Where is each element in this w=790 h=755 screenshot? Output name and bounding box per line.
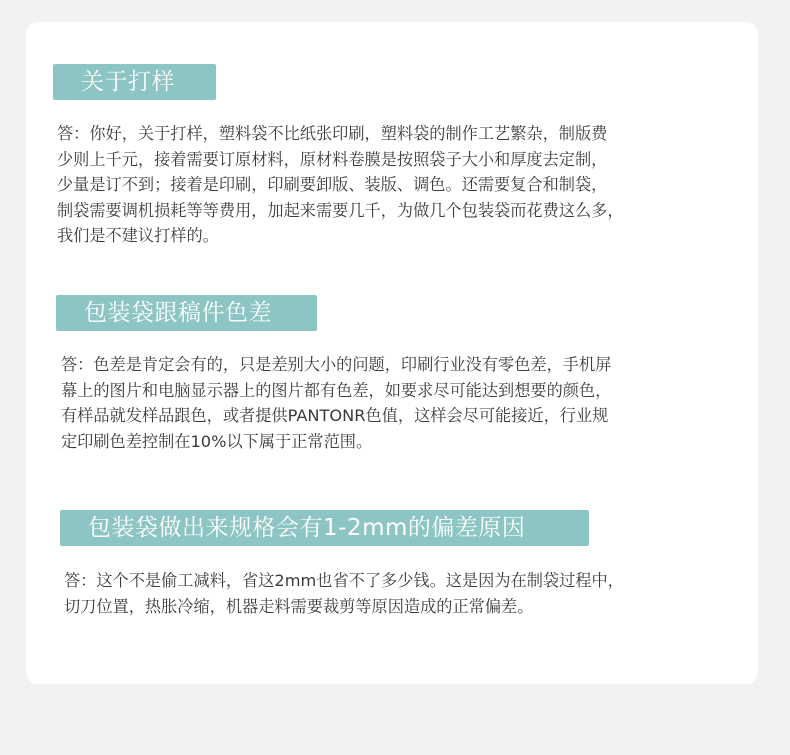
section-answer-color-difference: 答：色差是肯定会有的，只是差别大小的问题，印刷行业没有零色差，手机屏 幕上的图片和电脑显示器上的图片都有色差，如要求尽可能达到想要的颜色， 有样品就发样品跟色，或者提供PANTONR色值，这样会尽可能接近，行业规 定印刷色差控制在10%以下属于正常范围。 bbox=[61, 355, 612, 451]
section-title-color-difference: 包装袋跟稿件色差 bbox=[56, 295, 317, 331]
section-title-size-deviation: 包装袋做出来规格会有1-2mm的偏差原因 bbox=[60, 510, 589, 546]
section-answer-sampling: 答：你好，关于打样，塑料袋不比纸张印刷，塑料袋的制作工艺繁杂，制版费 少则上千元，接着需要订原材料，原材料卷膜是按照袋子大小和厚度去定制， 少量是订不到；接着是印刷，印刷要卸版、装版、调色。还需要复合和制袋， 制袋需要调机损耗等等费用，加起来需要几千，为做几个包装袋而花费这么多， 我们是不建议打样的。 bbox=[57, 124, 624, 245]
section-answer-size-deviation: 答：这个不是偷工减料，省这2mm也省不了多少钱。这是因为在制袋过程中， 切刀位置，热胀冷缩，机器走料需要裁剪等原因造成的正常偏差。 bbox=[64, 571, 624, 616]
section-title-sampling: 关于打样 bbox=[53, 64, 216, 100]
